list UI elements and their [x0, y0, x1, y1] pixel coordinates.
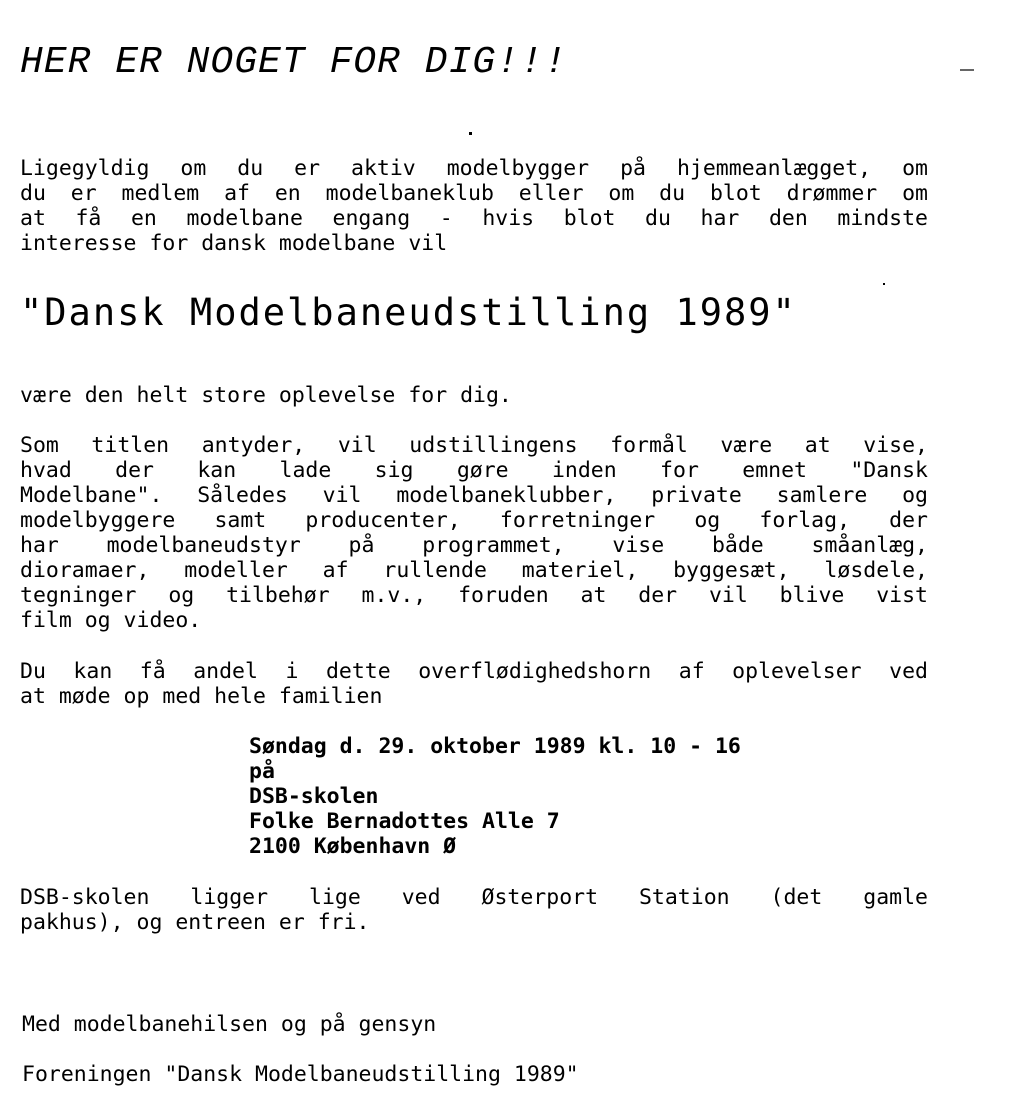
purpose-line: Modelbane". Således vil modelbaneklubber, private samlere og [20, 483, 928, 508]
scan-speck [469, 132, 472, 135]
invite-line: Du kan få andel i dette overflødighedshorn af oplevelser ved [20, 659, 928, 684]
event-venue: DSB-skolen [249, 784, 379, 809]
signature: Foreningen "Dansk Modelbaneudstilling 1989" [22, 1062, 579, 1087]
purpose-line: tegninger og tilbehør m.v., foruden at der vil blive vist [20, 583, 928, 608]
intro-paragraph [20, 156, 928, 256]
purpose-line: hvad der kan lade sig gøre inden for emnet "Dansk [20, 458, 928, 483]
invite-line: at møde op med hele familien [20, 684, 383, 709]
after-title-line: være den helt store oplevelse for dig. [20, 383, 512, 408]
event-title: "Dansk Modelbaneudstilling 1989" [20, 291, 797, 334]
purpose-line: dioramaer, modeller af rullende materiel, byggesæt, løsdele, [20, 558, 928, 583]
event-date: Søndag d. 29. oktober 1989 kl. 10 - 16 [249, 734, 741, 759]
location-line: pakhus), og entreen er fri. [20, 910, 370, 935]
event-city: 2100 København Ø [249, 834, 457, 859]
intro-line: interesse for dansk modelbane vil [20, 231, 448, 256]
purpose-line: modelbyggere samt producenter, forretninger og forlag, der [20, 508, 928, 533]
invite-paragraph [20, 659, 928, 709]
event-on: på [249, 759, 275, 784]
location-paragraph [20, 885, 928, 935]
purpose-line: Som titlen antyder, vil udstillingens formål være at vise, [20, 433, 928, 458]
location-line: DSB-skolen ligger lige ved Østerport Station (det gamle [20, 885, 928, 910]
scan-speck [883, 283, 885, 285]
event-details [249, 734, 741, 859]
headline: HER ER NOGET FOR DIG!!! [20, 41, 568, 84]
intro-line: du er medlem af en modelbaneklub eller om du blot drømmer om [20, 181, 928, 206]
event-street: Folke Bernadottes Alle 7 [249, 809, 560, 834]
greeting: Med modelbanehilsen og på gensyn [22, 1012, 437, 1037]
intro-line: at få en modelbane engang - hvis blot du har den mindste [20, 206, 928, 231]
scan-speck [960, 69, 974, 71]
purpose-line: film og video. [20, 608, 202, 633]
intro-line: Ligegyldig om du er aktiv modelbygger på hjemmeanlægget, om [20, 156, 928, 181]
purpose-paragraph [20, 433, 928, 633]
purpose-line: har modelbaneudstyr på programmet, vise både småanlæg, [20, 533, 928, 558]
